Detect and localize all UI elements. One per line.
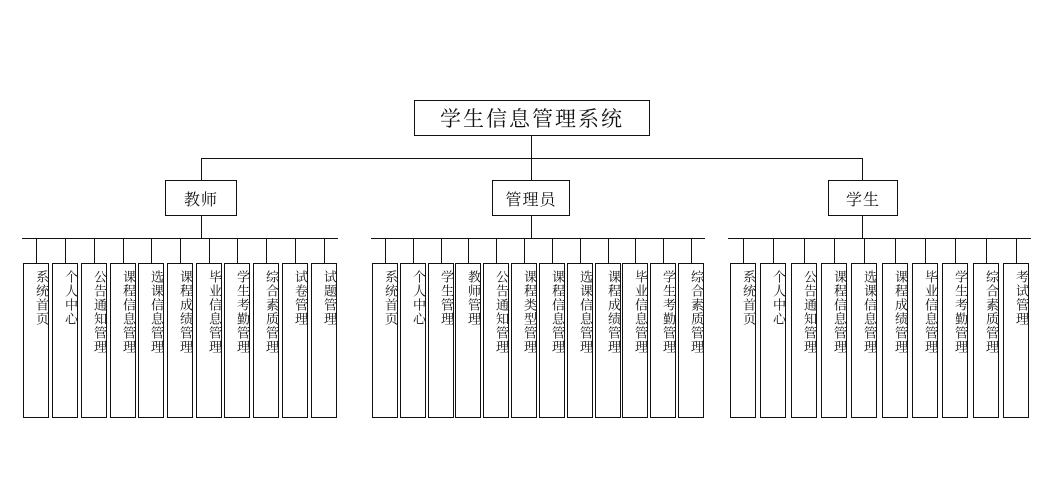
leaf-node-student-0: 系统首页 xyxy=(730,263,756,418)
connector-teacher-leaf-10 xyxy=(324,238,325,263)
connector-admin-leaf-1 xyxy=(413,238,414,263)
connector-student-down xyxy=(862,216,863,238)
leaf-node-admin-2: 学生管理 xyxy=(428,263,454,418)
connector-teacher-leaf-8 xyxy=(266,238,267,263)
leaf-node-teacher-9: 试卷管理 xyxy=(282,263,308,418)
connector-teacher-leaf-6 xyxy=(209,238,210,263)
connector-student-leaf-5 xyxy=(895,238,896,263)
leaf-node-admin-5: 课程类型管理 xyxy=(511,263,537,418)
leaf-node-student-5: 课程成绩管理 xyxy=(882,263,908,418)
leaf-node-student-3: 课程信息管理 xyxy=(821,263,847,418)
leaf-node-teacher-3: 课程信息管理 xyxy=(110,263,136,418)
connector-teacher-leaf-2 xyxy=(94,238,95,263)
connector-teacher-leaf-3 xyxy=(123,238,124,263)
connector-teacher-leaf-4 xyxy=(151,238,152,263)
leaf-node-admin-1: 个人中心 xyxy=(400,263,426,418)
connector-role-teacher xyxy=(201,158,202,180)
leaf-node-student-6: 毕业信息管理 xyxy=(912,263,938,418)
leaf-node-admin-8: 课程成绩管理 xyxy=(595,263,621,418)
leaf-node-student-9: 考试管理 xyxy=(1003,263,1029,418)
connector-student-leaf-3 xyxy=(834,238,835,263)
leaf-node-admin-6: 课程信息管理 xyxy=(539,263,565,418)
connector-admin-bus xyxy=(371,238,705,239)
connector-admin-down xyxy=(531,216,532,238)
connector-admin-leaf-5 xyxy=(524,238,525,263)
leaf-node-teacher-7: 学生考勤管理 xyxy=(224,263,250,418)
connector-student-leaf-2 xyxy=(804,238,805,263)
leaf-node-student-7: 学生考勤管理 xyxy=(942,263,968,418)
leaf-node-admin-0: 系统首页 xyxy=(372,263,398,418)
connector-admin-leaf-9 xyxy=(635,238,636,263)
branch-node-student: 学生 xyxy=(828,180,898,216)
connector-admin-leaf-4 xyxy=(496,238,497,263)
leaf-node-student-1: 个人中心 xyxy=(760,263,786,418)
leaf-node-teacher-10: 试题管理 xyxy=(311,263,337,418)
connector-admin-leaf-10 xyxy=(663,238,664,263)
leaf-node-student-4: 选课信息管理 xyxy=(851,263,877,418)
connector-admin-leaf-6 xyxy=(552,238,553,263)
connector-admin-leaf-0 xyxy=(385,238,386,263)
branch-node-teacher: 教师 xyxy=(165,180,237,216)
connector-role-student xyxy=(862,158,863,180)
connector-student-leaf-7 xyxy=(955,238,956,263)
connector-role-admin xyxy=(531,158,532,180)
connector-admin-leaf-11 xyxy=(691,238,692,263)
connector-student-leaf-0 xyxy=(743,238,744,263)
connector-teacher-leaf-5 xyxy=(180,238,181,263)
leaf-node-teacher-0: 系统首页 xyxy=(23,263,49,418)
connector-teacher-leaf-9 xyxy=(295,238,296,263)
connector-root-bus xyxy=(201,158,863,159)
leaf-node-teacher-6: 毕业信息管理 xyxy=(196,263,222,418)
connector-teacher-down xyxy=(201,216,202,238)
connector-teacher-leaf-1 xyxy=(65,238,66,263)
leaf-node-teacher-2: 公告通知管理 xyxy=(81,263,107,418)
connector-student-leaf-4 xyxy=(864,238,865,263)
connector-root-down xyxy=(531,136,532,158)
connector-admin-leaf-8 xyxy=(608,238,609,263)
root-node: 学生信息管理系统 xyxy=(414,100,650,136)
branch-node-admin: 管理员 xyxy=(492,180,570,216)
leaf-node-admin-3: 教师管理 xyxy=(455,263,481,418)
connector-student-leaf-9 xyxy=(1016,238,1017,263)
leaf-node-admin-7: 选课信息管理 xyxy=(567,263,593,418)
leaf-node-teacher-4: 选课信息管理 xyxy=(138,263,164,418)
connector-student-leaf-8 xyxy=(986,238,987,263)
leaf-node-admin-9: 毕业信息管理 xyxy=(622,263,648,418)
connector-admin-leaf-3 xyxy=(468,238,469,263)
leaf-node-student-8: 综合素质管理 xyxy=(973,263,999,418)
connector-admin-leaf-7 xyxy=(580,238,581,263)
leaf-node-teacher-1: 个人中心 xyxy=(52,263,78,418)
leaf-node-admin-11: 综合素质管理 xyxy=(678,263,704,418)
leaf-node-admin-4: 公告通知管理 xyxy=(483,263,509,418)
leaf-node-admin-10: 学生考勤管理 xyxy=(650,263,676,418)
connector-student-leaf-6 xyxy=(925,238,926,263)
connector-teacher-leaf-0 xyxy=(36,238,37,263)
connector-teacher-leaf-7 xyxy=(237,238,238,263)
leaf-node-student-2: 公告通知管理 xyxy=(791,263,817,418)
connector-admin-leaf-2 xyxy=(441,238,442,263)
leaf-node-teacher-8: 综合素质管理 xyxy=(253,263,279,418)
connector-student-leaf-1 xyxy=(773,238,774,263)
leaf-node-teacher-5: 课程成绩管理 xyxy=(167,263,193,418)
